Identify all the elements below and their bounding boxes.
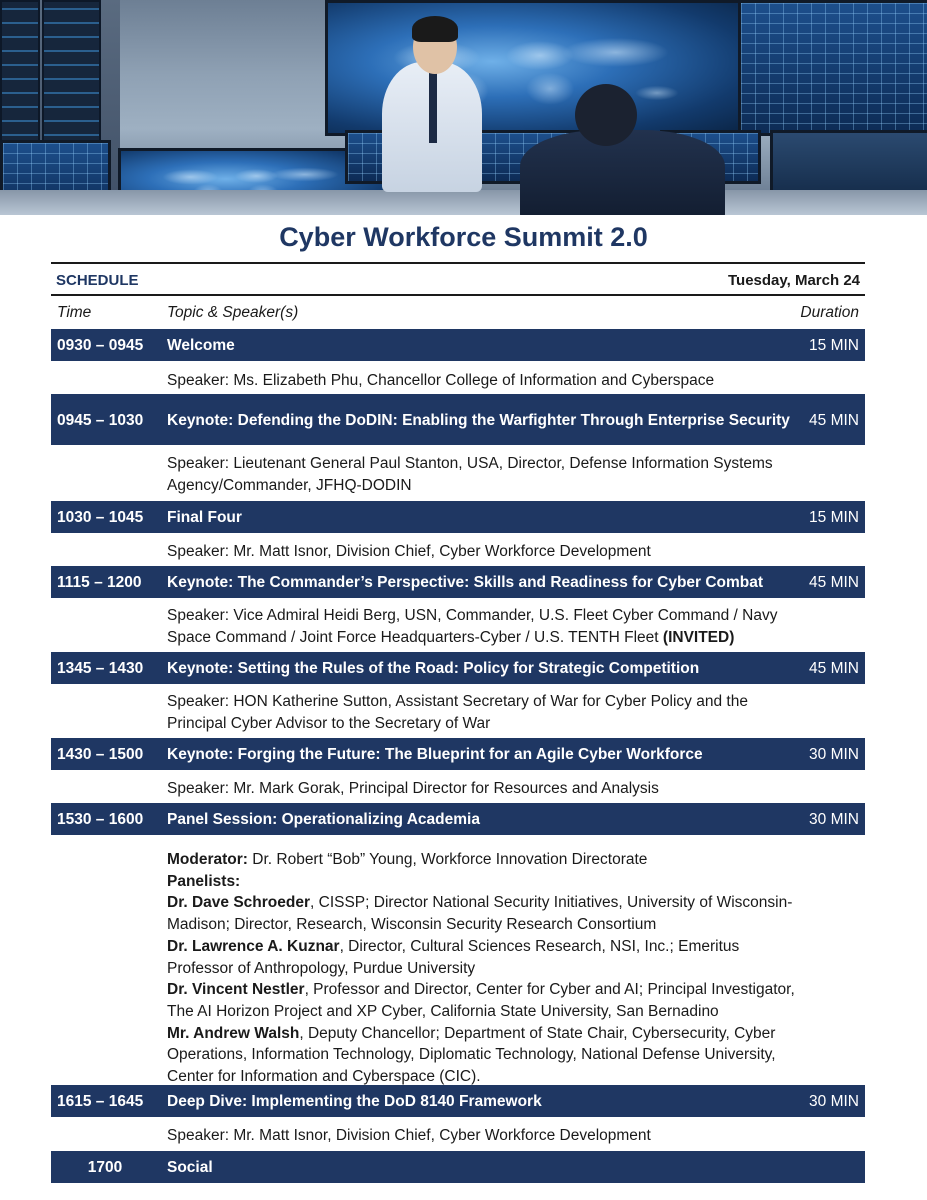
panelist-entry [167, 936, 805, 979]
panelist-description: , Professor and Director, Center for Cyber and AI; Principal Investigator, The AI Horizon Project and XP Cyber, California State University, San Bernadino [167, 981, 795, 1020]
session-time: 1615 – 1645 [57, 1093, 144, 1110]
session-header-row [51, 501, 865, 533]
session-speaker: Speaker: Mr. Mark Gorak, Principal Director for Resources and Analysis [167, 780, 659, 797]
session-speaker: Speaker: Lieutenant General Paul Stanton, USA, Director, Defense Information Systems Agency/Commander, JFHQ-DODIN [167, 455, 773, 494]
panelist-name: Dr. Lawrence A. Kuznar [167, 937, 340, 955]
session-header-row [51, 394, 865, 445]
session-time: 1115 – 1200 [57, 574, 142, 591]
session-duration: 30 MIN [809, 746, 859, 763]
server-rack [42, 0, 101, 154]
panel-detail-row [51, 837, 865, 1085]
session-header-row [51, 803, 865, 835]
session-topic: Welcome [167, 337, 235, 354]
session-detail-row [51, 447, 865, 501]
column-header-duration: Duration [800, 304, 859, 321]
session-speaker: Speaker: Mr. Matt Isnor, Division Chief, Cyber Workforce Development [167, 543, 651, 560]
page-title: Cyber Workforce Summit 2.0 [279, 222, 648, 252]
session-detail-row [51, 600, 865, 652]
session-topic: Keynote: Setting the Rules of the Road: Policy for Strategic Competition [167, 660, 700, 677]
session-header-row [51, 1085, 865, 1117]
session-speaker: Speaker: Ms. Elizabeth Phu, Chancellor College of Information and Cyberspace [167, 372, 715, 389]
schedule-date: Tuesday, March 24 [728, 272, 860, 289]
session-time: 1700 [87, 1159, 123, 1176]
session-duration: 45 MIN [809, 412, 859, 429]
session-topic: Keynote: Forging the Future: The Blueprint for an Agile Cyber Workforce [167, 746, 703, 763]
session-duration: 15 MIN [809, 509, 859, 526]
schedule-table [51, 329, 865, 1185]
session-time: 0930 – 0945 [57, 337, 144, 354]
session-topic: Final Four [167, 509, 242, 526]
session-detail-row [51, 363, 865, 394]
session-topic: Panel Session: Operationalizing Academia [167, 811, 480, 828]
session-topic: Social [167, 1159, 213, 1176]
session-detail-row [51, 686, 865, 738]
session-time: 1430 – 1500 [57, 746, 144, 763]
session-header-row [51, 566, 865, 598]
panelists-label-text: Panelists: [167, 872, 241, 890]
session-header-row [51, 738, 865, 770]
session-duration: 15 MIN [809, 337, 859, 354]
panelist-description: , CISSP; Director National Security Initiatives, University of Wisconsin-Madison; Director, Research, Wisconsin Security Research Consortium [167, 894, 793, 934]
session-duration: 30 MIN [809, 1093, 859, 1110]
session-time: 1345 – 1430 [57, 660, 144, 677]
session-header-row [51, 1151, 865, 1183]
panelist-entry [167, 979, 805, 1022]
session-duration: 45 MIN [809, 574, 859, 591]
session-duration: 45 MIN [809, 660, 859, 677]
session-time: 1530 – 1600 [57, 811, 144, 828]
moderator-label: Moderator: [167, 851, 248, 868]
header-photo [0, 0, 927, 215]
schedule-header-bar [51, 262, 865, 296]
session-header-row [51, 652, 865, 684]
panelist-entry [167, 892, 805, 935]
session-topic: Deep Dive: Implementing the DoD 8140 Framework [167, 1093, 542, 1110]
session-speaker: Speaker: Mr. Matt Isnor, Division Chief, Cyber Workforce Development [167, 1127, 651, 1144]
server-rack [0, 0, 40, 154]
column-header-time: Time [57, 304, 92, 321]
panelist-entry [167, 1023, 805, 1088]
session-speaker: Speaker: Vice Admiral Heidi Berg, USN, Commander, U.S. Fleet Cyber Command / Navy Space Command / Joint Force Headquarters-Cyber / U.S. TENTH Fleet [167, 607, 778, 646]
moderator-name: Dr. Robert “Bob” Young, Workforce Innovation Directorate [252, 851, 648, 868]
desk [0, 190, 927, 215]
invited-note: (INVITED) [662, 628, 735, 646]
panelist-name: Dr. Vincent Nestler [167, 981, 305, 999]
moderator-line [167, 849, 805, 871]
session-header-row [51, 329, 865, 361]
network-screen [738, 0, 927, 136]
session-time: 1030 – 1045 [57, 509, 144, 526]
panelist-name: Mr. Andrew Walsh [167, 1024, 300, 1042]
panelist-name: Dr. Dave Schroeder [167, 894, 311, 912]
session-detail-row [51, 535, 865, 566]
session-time: 0945 – 1030 [57, 412, 144, 429]
panelist-description: , Deputy Chancellor; Department of State Chair, Cybersecurity, Cyber Operations, Information Technology, Diplomatic Technology, National Defense University, Center for Information and Cyberspace (CIC). [167, 1024, 776, 1086]
column-header-topic: Topic & Speaker(s) [167, 304, 299, 321]
session-topic: Keynote: The Commander’s Perspective: Skills and Readiness for Cyber Combat [167, 574, 764, 591]
session-duration: 30 MIN [809, 811, 859, 828]
panelists-label [167, 871, 805, 893]
session-topic: Keynote: Defending the DoDIN: Enabling the Warfighter Through Enterprise Security [167, 412, 790, 429]
session-detail-row [51, 1119, 865, 1151]
session-detail-row [51, 772, 865, 803]
schedule-label: SCHEDULE [56, 272, 139, 289]
panelist-description: , Director, Cultural Sciences Research, NSI, Inc.; Emeritus Professor of Anthropology, Purdue University [167, 937, 740, 977]
session-speaker: Speaker: HON Katherine Sutton, Assistant Secretary of War for Cyber Policy and the Principal Cyber Advisor to the Secretary of War [167, 693, 748, 732]
